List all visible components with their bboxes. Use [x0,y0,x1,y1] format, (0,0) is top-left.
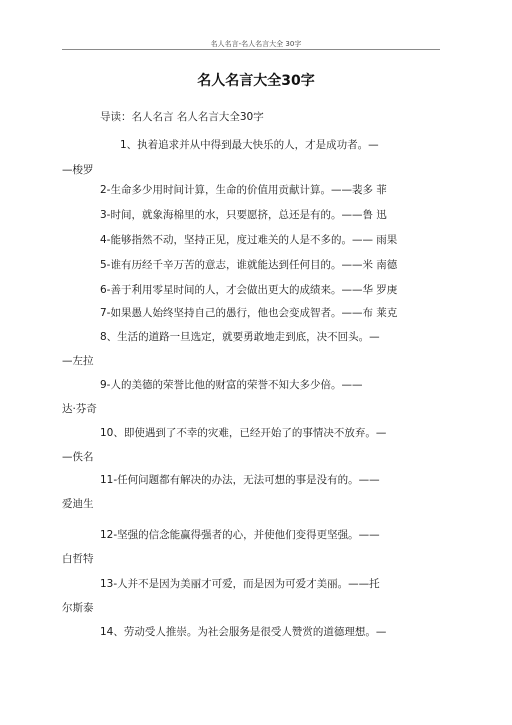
quote-line: 11-任何问题都有解决的办法，无法可想的事是没有的。—— [100,474,380,486]
quote-line: 7-如果愚人始终坚持自己的愚行，他也会变成智者。——布 莱克 [100,307,398,319]
running-header: 名人名言-名人名言大全 30字 [210,40,302,48]
quote-line: 白哲特 [62,553,94,565]
quote-line: 13-人并不是因为美丽才可爱，而是因为可爱才美丽。——托 [100,578,380,590]
quote-line: 8、生活的道路一旦选定，就要勇敢地走到底，决不回头。— [100,331,380,343]
quote-line: 9-人的美德的荣誉比他的财富的荣誉不知大多少倍。—— [100,379,363,391]
quote-line: —左拉 [62,355,94,367]
header-divider [62,49,440,50]
quote-line: 5-谁有历经千辛万苦的意志，谁就能达到任何目的。——米 南德 [100,259,398,271]
quote-line: 1、执着追求并从中得到最大快乐的人，才是成功者。— [120,139,379,151]
intro-line: 导读：名人名言 名人名言大全30字 [100,111,264,123]
quote-line: 10、即使遇到了不幸的灾难，已经开始了的事情决不放弃。— [100,427,387,439]
quote-line: 达·芬奇 [62,403,97,415]
quote-line: 3-时间，就象海棉里的水，只要愿挤，总还是有的。——鲁 迅 [100,209,387,221]
quote-line: 尔斯泰 [62,602,94,614]
quote-line: 2-生命多少用时间计算，生命的价值用贡献计算。——裴多 菲 [100,184,387,196]
quote-line: 14、劳动受人推崇。为社会服务是很受人赞赏的道德理想。— [100,626,387,638]
page-title: 名人名言大全30字 [197,73,315,89]
quote-line: —梭罗 [62,164,94,176]
quote-line: 12-坚强的信念能赢得强者的心，并使他们变得更坚强。—— [100,529,380,541]
quote-line: 6-善于利用零星时间的人，才会做出更大的成绩来。——华 罗庚 [100,284,398,296]
quote-line: 4-能够指然不动，坚持正见，度过难关的人是不多的。—— 雨果 [100,234,398,246]
quote-line: —佚名 [62,451,94,463]
quote-line: 爱迪生 [62,498,94,510]
